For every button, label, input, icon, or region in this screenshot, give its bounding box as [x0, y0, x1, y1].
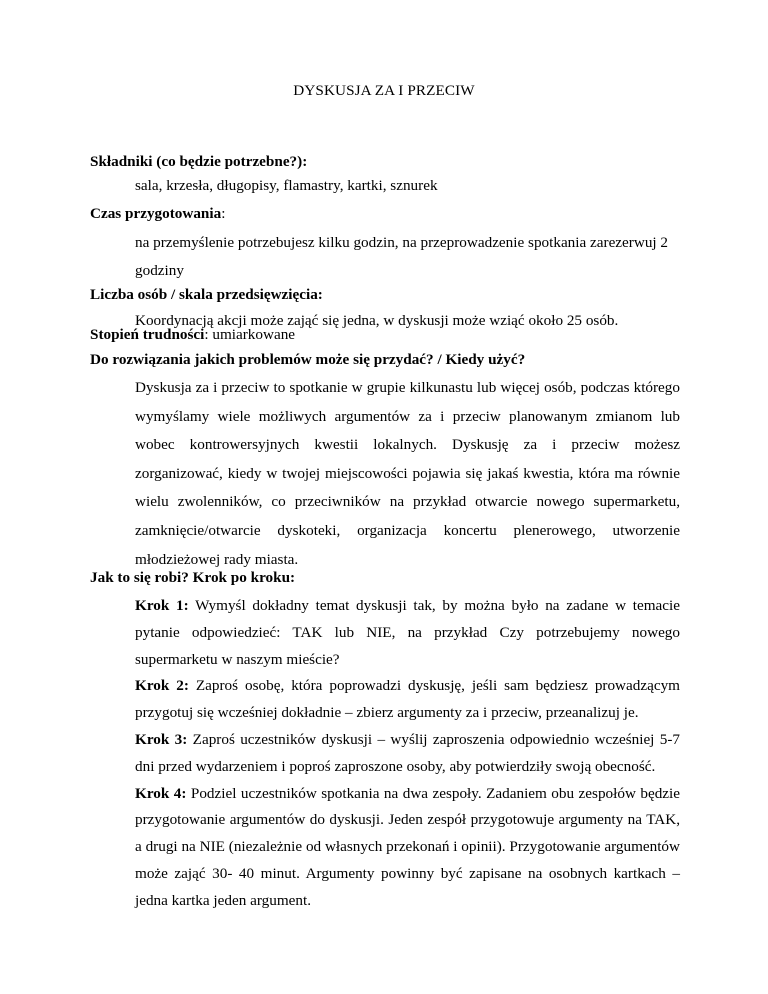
ingredients-label: Składniki (co będzie potrzebne?): — [90, 153, 308, 170]
ingredients-value: sala, krzesła, długopisy, flamastry, kartki, sznurek — [135, 177, 438, 194]
difficulty-line: Stopień trudności: umiarkowane — [90, 326, 296, 343]
step-item: Krok 1: Wymyśl dokładny temat dyskusji tak, by można było na zadane w temacie pytanie odpowiedzieć: TAK lub NIE, na przykład Czy potrzebujemy nowego supermarketu w naszym mieście? — [135, 597, 680, 668]
document-title: DYSKUSJA ZA I PRZECIW — [293, 82, 475, 99]
steps-list — [90, 593, 680, 915]
prep-time-label: Czas przygotowania: — [90, 205, 226, 222]
when-to-use-label: Do rozwiązania jakich problemów może się przydać? / Kiedy użyć? — [90, 351, 526, 368]
step-item: Krok 3: Zaproś uczestników dyskusji – wyślij zaproszenia odpowiednio wcześniej 5-7 dni przed wydarzeniem i poproś zaproszone osoby, aby potwierdziły swoją obecność. — [135, 730, 680, 775]
section-ingredients — [90, 150, 680, 198]
step-item: Krok 4: Podziel uczestników spotkania na dwa zespoły. Zadaniem obu zespołów będzie przygotowanie argumentów do dyskusji. Jeden zespół przygotowuje argumenty na TAK, a drugi na NIE (niezależnie od własnych przekonań i opinii). Przygotowanie argumentów może zająć 30- 40 minut. Argumenty powinny być zapisane na osobnych kartkach – jedna kartka jeden argument. — [135, 784, 680, 909]
people-count-value: Koordynacją akcji może zająć się jedna, w dyskusji może wziąć około 25 osób. — [135, 312, 619, 329]
section-when-to-use — [90, 348, 680, 574]
people-count-label: Liczba osób / skala przedsięwzięcia: — [90, 286, 323, 303]
steps-label: Jak to się robi? Krok po kroku: — [90, 569, 296, 586]
section-steps — [90, 566, 680, 915]
section-difficulty — [90, 323, 680, 347]
prep-time-value: na przemyślenie potrzebujesz kilku godzin, na przeprowadzenie spotkania zarezerwuj 2 godziny — [135, 234, 669, 279]
section-prep-time — [90, 202, 680, 284]
when-to-use-text: Dyskusja za i przeciw to spotkanie w grupie kilkunastu lub więcej osób, podczas którego wymyślamy wiele możliwych argumentów za i przeciw planowanym zmianom lub wobec kontrowersyjnych kwestii lokalnych. Dyskusję za i przeciw możesz zorganizować, kiedy w twojej miejscowości pojawia się jakaś kwestia, która ma równie wielu zwolenników, co przeciwników na przykład otwarcie nowego supermarketu, zamknięcie/otwarcie dyskoteki, organizacja koncertu plenerowego, utworzenie młodzieżowej rady miasta. — [135, 379, 680, 568]
step-item: Krok 2: Zaproś osobę, która poprowadzi dyskusję, jeśli sam będziesz prowadzącym przygotuj się wcześniej dokładnie – zbierz argumenty za i przeciw, przeanalizuj je. — [135, 677, 680, 722]
